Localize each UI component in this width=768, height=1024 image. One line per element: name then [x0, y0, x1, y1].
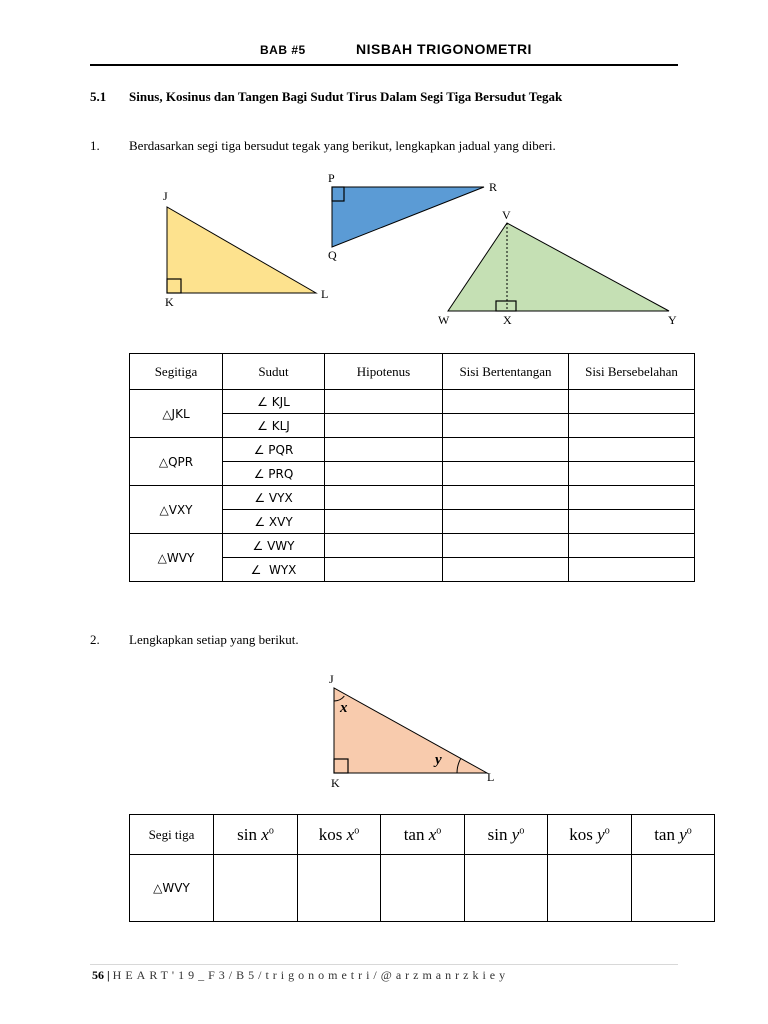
label-Y: Y: [668, 313, 677, 327]
sin-x-header: $\sin x^o$: [214, 815, 298, 855]
footer-separator: |: [104, 968, 113, 982]
page-header: [90, 40, 678, 66]
triangle-wvy: [448, 223, 669, 311]
answer-cell[interactable]: [325, 534, 443, 558]
angle-cell: ∠ KJL: [223, 390, 325, 414]
angle-cell: ∠ XVY: [223, 510, 325, 534]
question-1-text: Berdasarkan segi tiga bersudut tegak yang berikut, lengkapkan jadual yang diberi.: [129, 138, 556, 153]
label-R: R: [489, 180, 498, 194]
answer-cell[interactable]: [325, 390, 443, 414]
answer-cell[interactable]: [443, 438, 569, 462]
answer-cell[interactable]: [569, 534, 695, 558]
angle-cell: ∠ VWY: [223, 534, 325, 558]
section-title: Sinus, Kosinus dan Tangen Bagi Sudut Tirus Dalam Segi Tiga Bersudut Tegak: [129, 89, 563, 104]
answer-cell[interactable]: [443, 558, 569, 582]
label-K: K: [165, 295, 174, 309]
answer-cell[interactable]: [548, 855, 632, 922]
kos-x-header: kos $x^o$: [298, 815, 381, 855]
label-K: K: [331, 776, 340, 790]
angle-cell: ∠ WYX: [223, 558, 325, 582]
question-2-number: 2.: [90, 632, 100, 647]
answer-cell[interactable]: [325, 438, 443, 462]
label-P: P: [328, 171, 335, 185]
tan-x-header: $\tan x^o$: [381, 815, 465, 855]
answer-cell[interactable]: [569, 558, 695, 582]
section-number: 5.1: [90, 89, 107, 104]
label-W: W: [438, 313, 450, 327]
header-cell: Segi tiga: [130, 815, 214, 855]
label-X: X: [503, 313, 512, 327]
answer-cell[interactable]: [569, 390, 695, 414]
answer-cell[interactable]: [443, 390, 569, 414]
triangle-jkl: [334, 688, 487, 773]
answer-cell[interactable]: [465, 855, 548, 922]
angle-cell: ∠ KLJ: [223, 414, 325, 438]
answer-cell[interactable]: [325, 462, 443, 486]
table-trig-ratios: [129, 814, 715, 922]
header-cell: Sisi Bersebelahan: [569, 354, 695, 390]
sin-y-header: $\sin y^o$: [465, 815, 548, 855]
answer-cell[interactable]: [443, 462, 569, 486]
label-L: L: [487, 770, 495, 784]
header-cell: Segitiga: [130, 354, 223, 390]
angle-cell: ∠ PRQ: [223, 462, 325, 486]
footer-text: HEART'19_F3/B5/trigonometri/@arzmanrzkiey: [112, 968, 510, 982]
answer-cell[interactable]: [443, 414, 569, 438]
table-sides: [129, 353, 695, 582]
tan-y-header: $\tan y^o$: [632, 815, 715, 855]
answer-cell[interactable]: [569, 486, 695, 510]
question-2-text: Lengkapkan setiap yang berikut.: [129, 632, 299, 647]
label-J: J: [163, 189, 168, 203]
answer-cell[interactable]: [298, 855, 381, 922]
page-footer: [92, 968, 509, 983]
answer-cell[interactable]: [325, 486, 443, 510]
question-1-number: 1.: [90, 138, 100, 153]
triangle-jkl-diagram: [150, 200, 330, 300]
header-cell: Sisi Bertentangan: [443, 354, 569, 390]
angle-cell: ∠ VYX: [223, 486, 325, 510]
answer-cell[interactable]: [569, 438, 695, 462]
triangle-cell: △JKL: [130, 390, 223, 438]
answer-cell[interactable]: [325, 510, 443, 534]
angle-cell: ∠ PQR: [223, 438, 325, 462]
angle-x-label: x: [340, 700, 348, 716]
label-V: V: [502, 208, 511, 222]
answer-cell[interactable]: [569, 414, 695, 438]
page-number: 56: [92, 968, 104, 982]
answer-cell[interactable]: [325, 558, 443, 582]
header-cell: Hipotenus: [325, 354, 443, 390]
triangle-cell: △QPR: [130, 438, 223, 486]
triangle-jkl: [167, 207, 316, 293]
chapter-number: BAB #5: [260, 43, 306, 57]
label-L: L: [321, 287, 329, 301]
chapter-title: NISBAH TRIGONOMETRI: [356, 41, 532, 57]
answer-cell[interactable]: [569, 462, 695, 486]
angle-y-label: y: [435, 752, 442, 768]
triangle-jkl-angles-diagram: [325, 680, 495, 780]
answer-cell[interactable]: [214, 855, 298, 922]
answer-cell[interactable]: [443, 486, 569, 510]
triangle-wvy-diagram: [440, 215, 675, 315]
answer-cell[interactable]: [325, 414, 443, 438]
label-J: J: [329, 672, 334, 686]
triangle-cell: △WVY: [130, 534, 223, 582]
label-Q: Q: [328, 248, 337, 262]
triangle-cell: △WVY: [130, 855, 214, 922]
header-cell: Sudut: [223, 354, 325, 390]
answer-cell[interactable]: [632, 855, 715, 922]
answer-cell[interactable]: [569, 510, 695, 534]
triangle-cell: △VXY: [130, 486, 223, 534]
answer-cell[interactable]: [443, 510, 569, 534]
footer-divider: [90, 964, 678, 965]
answer-cell[interactable]: [443, 534, 569, 558]
answer-cell[interactable]: [381, 855, 465, 922]
kos-y-header: kos $y^o$: [548, 815, 632, 855]
